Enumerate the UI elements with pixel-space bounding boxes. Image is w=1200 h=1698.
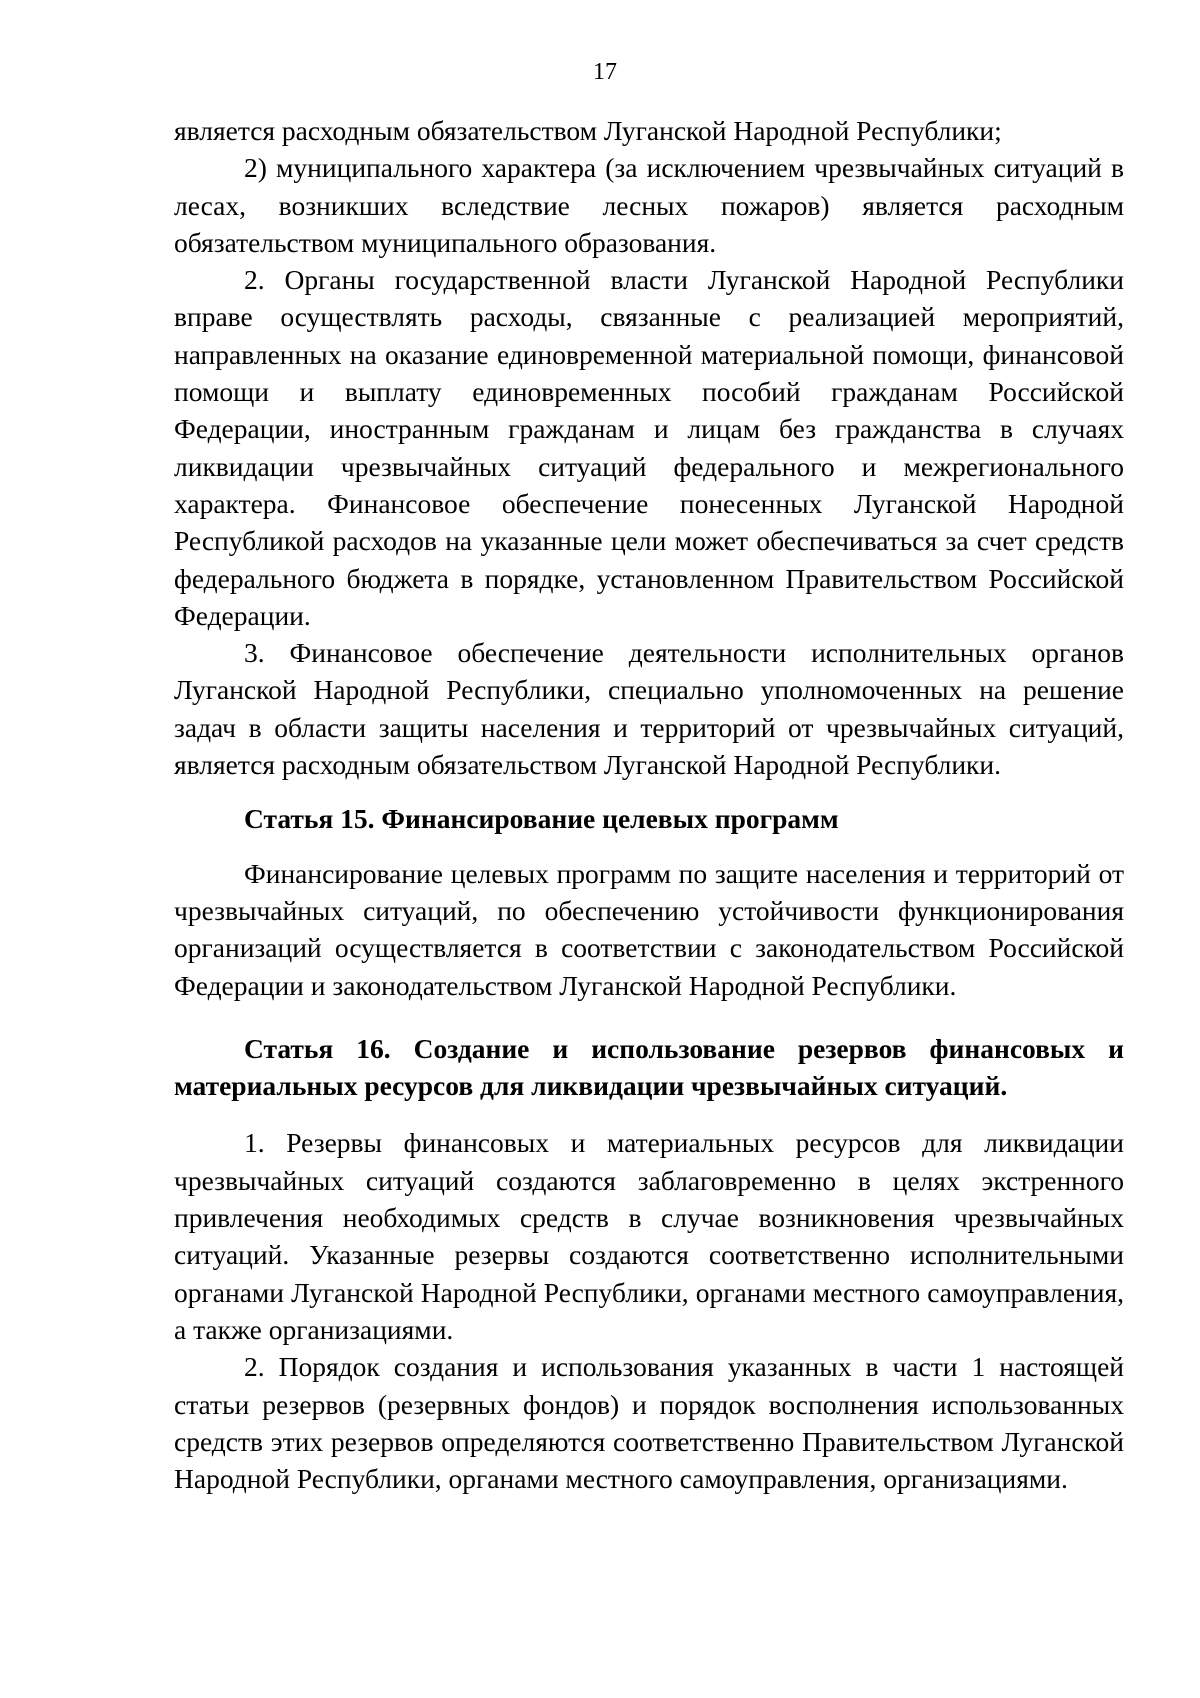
article-16-point-2: 2. Порядок создания и использования указанных в части 1 настоящей статьи резервов (резервных фондов) и порядок восполнения использованных средств этих резервов определяются соответственно Правительством Луганской Народной Республики, органами местного самоуправления, организациями. xyxy=(174,1351,1124,1495)
article-16-point-1: 1. Резервы финансовых и материальных ресурсов для ликвидации чрезвычайных ситуаций создаются заблаговременно в целях экстренного привлечения необходимых средств в случае возникновения чрезвычайных ситуаций. Указанные резервы создаются соответственно исполнительными органами Луганской Народной Республики, органами местного самоуправления, а также организациями. xyxy=(174,1127,1124,1345)
document-body xyxy=(174,112,1124,1497)
page-number: 17 xyxy=(593,59,617,85)
paragraph-continuation: является расходным обязательством Луганской Народной Республики; xyxy=(174,115,1002,146)
paragraph-item-2-municipal: 2) муниципального характера (за исключением чрезвычайных ситуаций в лесах, возникших вследствие лесных пожаров) является расходным обязательством муниципального образования. xyxy=(174,152,1124,258)
paragraph-point-2: 2. Органы государственной власти Луганской Народной Республики вправе осуществлять расходы, связанные с реализацией мероприятий, направленных на оказание единовременной материальной помощи, финансовой помощи и выплату единовременных пособий гражданам Российской Федерации, иностранным гражданам и лицам без гражданства в случаях ликвидации чрезвычайных ситуаций федерального и межрегионального характера. Финансовое обеспечение понесенных Луганской Народной Республикой расходов на указанные цели может обеспечиваться за счет средств федерального бюджета в порядке, установленном Правительством Российской Федерации. xyxy=(174,264,1124,631)
paragraph-point-3: 3. Финансовое обеспечение деятельности исполнительных органов Луганской Народной Республики, специально уполномоченных на решение задач в области защиты населения и территорий от чрезвычайных ситуаций, является расходным обязательством Луганской Народной Республики. xyxy=(174,637,1124,781)
article-15-text: Финансирование целевых программ по защите населения и территорий от чрезвычайных ситуаций, по обеспечению устойчивости функционирования организаций осуществляется в соответствии с законодательством Российской Федерации и законодательством Луганской Народной Республики. xyxy=(174,857,1124,1001)
article-16-heading: Статья 16. Создание и использование резервов финансовых и материальных ресурсов для ликвидации чрезвычайных ситуаций. xyxy=(174,1032,1124,1102)
article-15-heading: Статья 15. Финансирование целевых программ xyxy=(244,803,839,835)
